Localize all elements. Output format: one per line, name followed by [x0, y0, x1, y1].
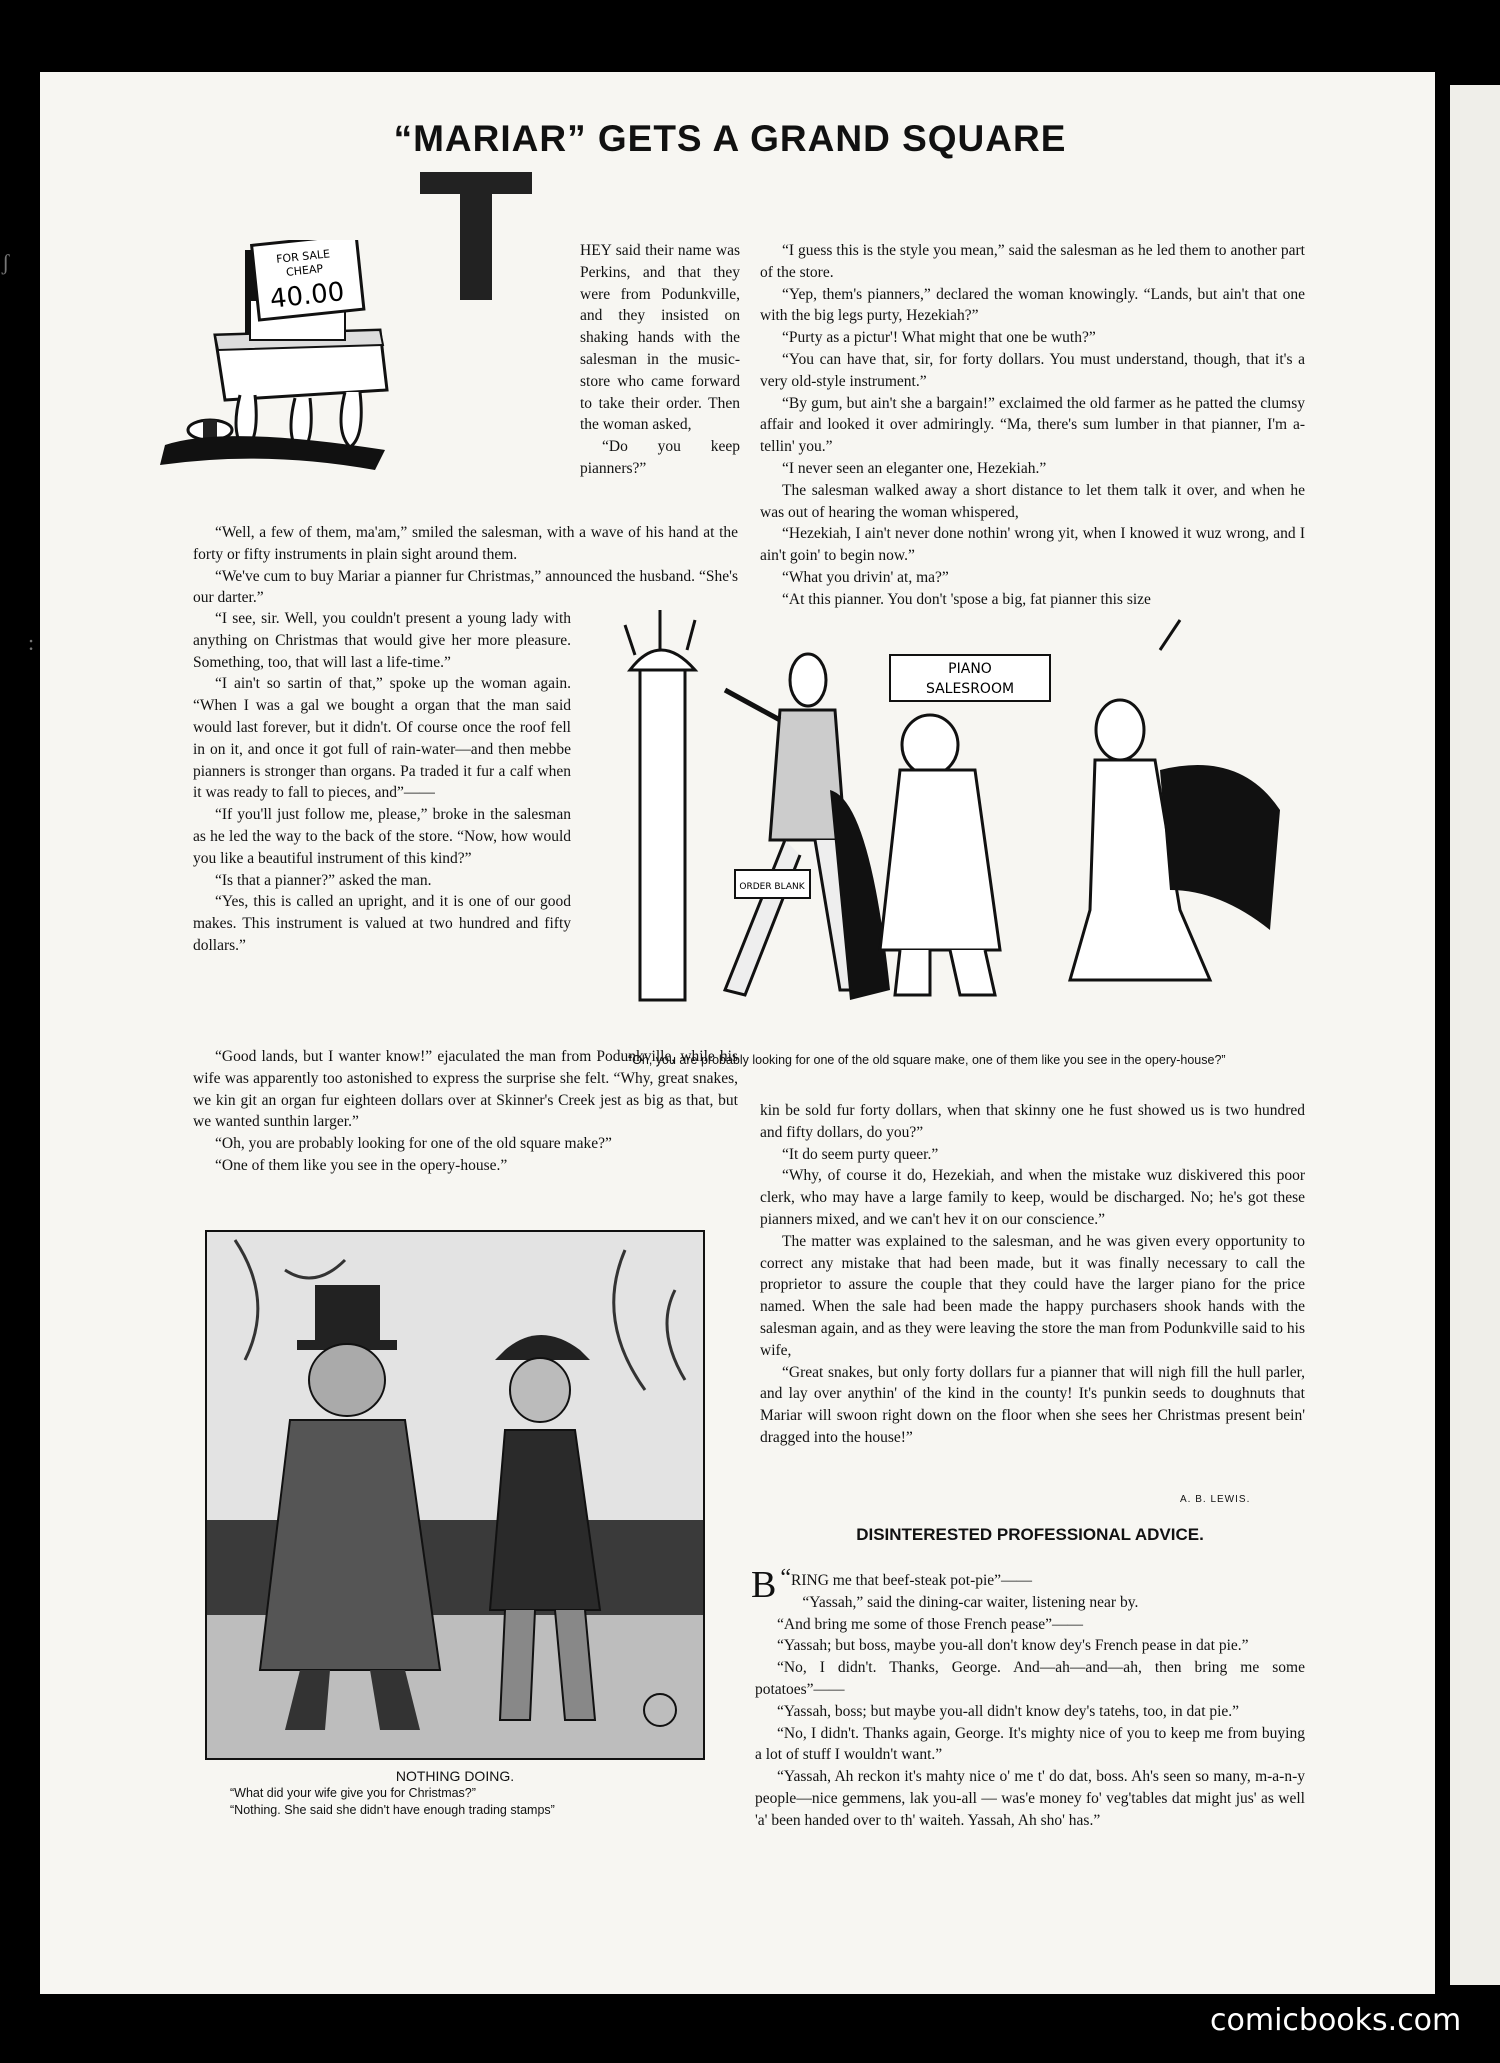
cartoon-line-2: “Nothing. She said she didn't have enough trading stamps” [230, 1803, 555, 1817]
square-piano-illustration [155, 240, 420, 500]
paragraph: “It do seem purty queer.” [782, 1145, 939, 1163]
page-bleed-mark: ʃ [2, 250, 10, 275]
paragraph: “You can have that, sir, for forty dollars. You must understand, though, that it's a very old-style instrument.” [760, 350, 1305, 390]
paragraph: “Yassah, boss; but maybe you-all didn't know dey's tatehs, too, in dat pie.” [777, 1702, 1240, 1720]
paragraph: “And bring me some of those French pease”—— [777, 1615, 1084, 1633]
article-intro [580, 240, 740, 480]
paragraph: “By gum, but ain't she a bargain!” exclaimed the old farmer as he patted the clumsy affair and looked it over admiringly. “Ma, there's sum lumber in that pianner, I'm a-tellin' you.” [760, 394, 1305, 456]
intro-paragraph: HEY said their name was Perkins, and that they were from Podunkville, and they insisted on shaking hands with the salesman in the music-store who came forward to take their order. Then the woman asked, [580, 242, 740, 434]
paragraph: “Oh, you are probably looking for one of the old square make?” [215, 1135, 612, 1153]
site-watermark: comicbooks.com [1210, 2003, 1462, 2038]
paragraph: “Great snakes, but only forty dollars fur a pianner that will nigh fill the hull parler, and lay over anythin' of the kind in the county! It's punkin seeds to doughnuts that Mariar will swoon right down on the floor when she sees her Christmas present bein' dragged into the house!” [760, 1363, 1305, 1446]
paragraph: “What you drivin' at, ma?” [782, 568, 949, 586]
paragraph: “I never seen an eleganter one, Hezekiah.” [782, 459, 1047, 477]
salesroom-caption: “Oh, you are probably looking for one of the old square make, one of them like you see in the opery-house?” [628, 1053, 1226, 1067]
paragraph: “One of them like you see in the opery-house.” [215, 1156, 508, 1174]
cartoon-title: NOTHING DOING. [395, 1768, 515, 1784]
sign-line-1: FOR SALE [275, 247, 331, 266]
paragraph: “Purty as a pictur'! What might that one be wuth?” [782, 329, 1096, 347]
paragraph: “Yassah; but boss, maybe you-all don't know dey's French pease in dat pie.” [777, 1637, 1249, 1655]
paragraph: “Yes, this is called an upright, and it is one of our good makes. This instrument is valued at two hundred and fifty dollars.” [193, 893, 571, 954]
paragraph: The salesman walked away a short distance to let them talk it over, and when he was out of hearing the woman whispered, [760, 481, 1305, 521]
salesroom-illustration [600, 610, 1310, 1050]
paragraph: “At this pianner. You don't 'spose a big, fat pianner this size [782, 590, 1151, 608]
advice-title: DISINTERESTED PROFESSIONAL ADVICE. [856, 1525, 1204, 1544]
paragraph: “If you'll just follow me, please,” broke in the salesman as he led the way to the back of the store. “Now, how would you like a beautiful instrument of this kind?” [193, 806, 571, 867]
paragraph: “I ain't so sartin of that,” spoke up the woman again. “When I was a gal we bought a organ that the man said would last forever, but it didn't. Of course once the roof fell in on it, and once it got full of rain-water—and then mebbe pianners is stronger than organs. Pa traded it fur a calf when it was ready to fall to pieces, and”—— [193, 675, 571, 802]
paragraph: “Do you keep pianners?” [580, 438, 740, 477]
article-column-2 [760, 240, 1305, 611]
drop-cap [420, 172, 535, 302]
paragraph: “Yep, them's pianners,” declared the woman knowingly. “Lands, but ain't that one with the big legs purty, Hezekiah?” [760, 285, 1305, 325]
advice-column [751, 1564, 1305, 1832]
paragraph: “I see, sir. Well, you couldn't present a young lady with anything on Christmas that would give her more pleasure. Something, too, that will last a life-time.” [193, 610, 571, 671]
advice-big-letter: B [751, 1564, 777, 1606]
advice-first-line: RING me that beef-steak pot-pie”—— [791, 1572, 1033, 1589]
advice-paragraph: “ B RING me that beef-steak pot-pie”—— [751, 1564, 1033, 1606]
byline: A. B. LEWIS. [1180, 1494, 1251, 1505]
farmer-figure [880, 715, 1000, 995]
sign-price: 40.00 [268, 277, 346, 315]
nothing-doing-cartoon [205, 1230, 705, 1760]
satchel-label: ORDER BLANK [739, 882, 805, 892]
cartoon-line-1: “What did your wife give you for Christmas?” [230, 1786, 476, 1800]
sign-line-2: CHEAP [285, 262, 324, 279]
page-bleed-mark: : [28, 630, 35, 655]
paragraph: “Well, a few of them, ma'am,” smiled the salesman, with a wave of his hand at the forty or fifty instruments in plain sight around them. [193, 524, 738, 563]
paragraph: “Hezekiah, I ain't never done nothin' wrong yit, when I knowed it wuz wrong, and I ain't goin' to begin now.” [760, 525, 1305, 565]
paragraph: “Is that a pianner?” asked the man. [215, 871, 432, 889]
facing-page-edge [1450, 85, 1500, 1985]
paragraph: “Yassah, Ah reckon it's mahty nice o' me t' do dat, boss. Ah's seen so many, m-a-n-y people—nice gemmens, lak you-all — was'e money fo' veg'tables dat might jus' as well 'a' been handed over to th' waiteh. Yassah, Ah sho' has.” [755, 1768, 1305, 1829]
paragraph: “I guess this is the style you mean,” said the salesman as he led them to another part of the store. [760, 242, 1305, 281]
article-column-1a [193, 522, 738, 609]
paragraph: “We've cum to buy Mariar a pianner fur Christmas,” announced the husband. “She's our darter.” [193, 567, 738, 607]
article-column-3 [760, 1100, 1305, 1449]
article-column-1b [193, 608, 571, 957]
paragraph: “No, I didn't. Thanks again, George. It's mighty nice of you to keep me from buying a lot of stuff I wouldn't want.” [755, 1724, 1305, 1764]
paragraph: “Yassah,” said the dining-car waiter, listening near by. [802, 1593, 1139, 1611]
paragraph: The matter was explained to the salesman, and he was given every opportunity to correct any mistake that had been made, but it was finally necessary to call the proprietor to assure the couple that they could have the larger piano for the price named. When the sale had been made the happy purchasers shook hands with the salesman again, and as they were leaving the store the man from Podunkville said to his wife, [760, 1232, 1305, 1359]
paragraph: “Why, of course it do, Hezekiah, and when the mistake wuz diskivered this poor clerk, who may have a large family to keep, would be discharged. No; he's got these pianners mixed, and we can't hev it on our conscience.” [760, 1167, 1305, 1228]
paragraph: kin be sold fur forty dollars, when that skinny one he fust showed us is two hundred and fifty dollars, do you?” [760, 1102, 1305, 1141]
cartoon-caption [205, 1768, 705, 1819]
paragraph: “No, I didn't. Thanks, George. And—ah—and—ah, then bring me some potatoes”—— [755, 1659, 1305, 1698]
piano-salesroom-sign [890, 655, 1050, 701]
sign-piano: PIANO [948, 661, 992, 677]
for-sale-sign [252, 240, 364, 320]
sign-salesroom: SALESROOM [925, 681, 1015, 697]
article-title: “MARIAR” GETS A GRAND SQUARE [393, 118, 1067, 159]
paragraph: “Good lands, but I wanter know!” ejaculated the man from Podunkville, while his wife was apparently too astonished to express the surprise she felt. “Why, great snakes, we kin git an organ fur eighteen dollars over at Skinner's Creek jest as big as that, but we wanted sunthin larger.” [193, 1048, 738, 1131]
